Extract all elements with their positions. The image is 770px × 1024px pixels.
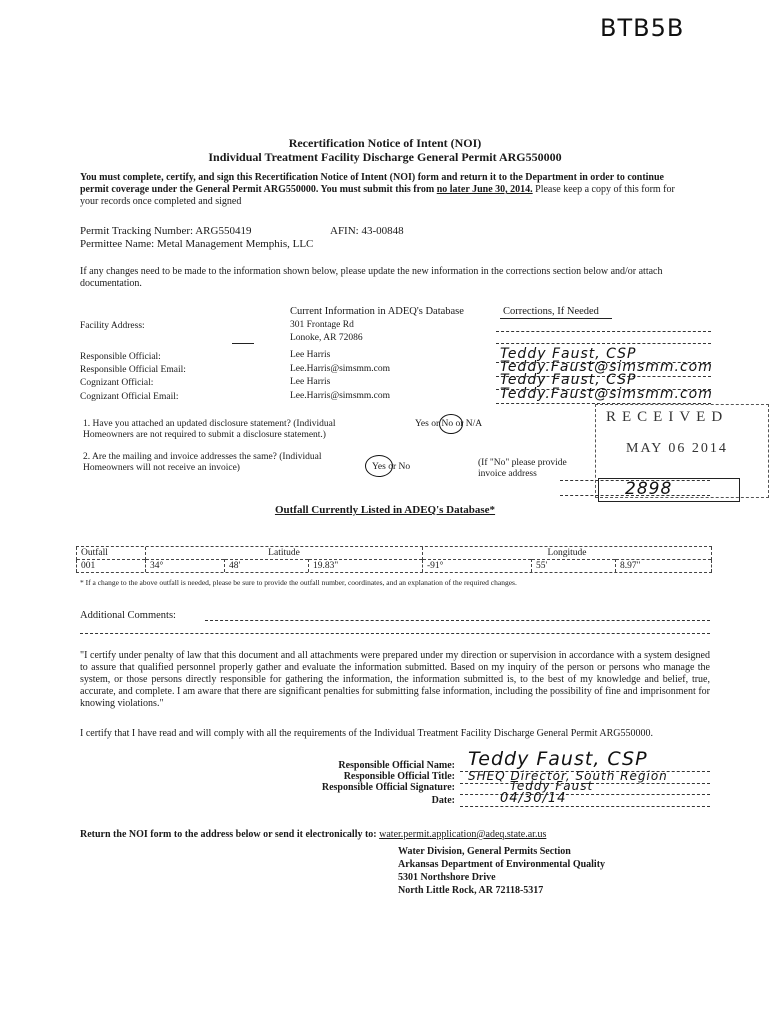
address-line-1: Water Division, General Permits Section [398, 846, 571, 857]
resp-email-label: Responsible Official Email: [80, 365, 186, 375]
outfall-footnote: * If a change to the above outfall is needed, please be sure to provide the outfall number, coordinates, and an explanation of the required changes. [80, 578, 517, 587]
question-1: 1. Have you attached an updated disclosure statement? (Individual Homeowners are not required to submit a disclosure statement.) [83, 419, 336, 440]
additional-comments-label: Additional Comments: [80, 610, 176, 621]
page-subtitle: Individual Treatment Facility Discharge General Permit ARG550000 [208, 150, 562, 164]
signature-value: Teddy Faust [510, 779, 594, 793]
additional-comments-line-2[interactable] [80, 633, 710, 634]
facility-line1: 301 Frontage Rd [290, 320, 354, 330]
header-outfall: Outfall [77, 547, 146, 560]
resp-label: Responsible Official: [80, 352, 161, 362]
header-latitude: Latitude [146, 547, 423, 560]
cog-email-value: Lee.Harris@simsmm.com [290, 391, 391, 401]
certification-statement: "I certify under penalty of law that this document and all attachments were prepared under my direction or supervision in accordance with a system designed to assure that qualified personnel properly gather and evaluate the information submitted. Based on my inquiry of the person or persons who manage the system, or those persons directly responsible for gathering the information, the information submitted is, to the best of my knowledge and belief, true, accurate, and complete. I am aware that there are significant penalties for submitting false information, including the possibility of fine and imprisonment for knowing violations." [80, 650, 710, 709]
question-2-note: (If "No" please provide invoice address [478, 458, 567, 479]
signature-label: Responsible Official Signature: [321, 782, 455, 793]
question-1-answer[interactable]: Yes or No or N/A [415, 419, 483, 429]
title-value: SHEQ Director, South Region [468, 769, 668, 783]
header-longitude: Longitude [423, 547, 712, 560]
cog-correction: Teddy Faust, CSP [500, 372, 637, 388]
resp-correction: Teddy Faust, CSP [500, 346, 637, 362]
lat-min: 48' [225, 560, 309, 573]
q1-circle-mark [439, 414, 463, 434]
stamp-number: 2898 [625, 479, 673, 499]
lat-deg: 34° [146, 560, 225, 573]
page-title: Recertification Notice of Intent (NOI) [288, 136, 482, 150]
stamp-number-box [598, 478, 740, 502]
intro-paragraph [80, 172, 695, 208]
date-label: Date: [431, 795, 455, 806]
cog-value: Lee Harris [290, 377, 331, 387]
intro-text-1: You must complete, certify, and sign this Recertification Notice of Intent (NOI) form and return it to the Department in order to continue permit coverage under the General Permit ARG550000. You must submit this from [80, 172, 664, 195]
outfall-number: 001 [77, 560, 146, 573]
deadline: no later June 30, 2014. [436, 184, 533, 195]
permit-tracking [80, 225, 251, 237]
afin-value: 43-00848 [361, 225, 404, 237]
facility-label: Facility Address: [80, 321, 145, 331]
facility-correction-line-2[interactable] [496, 343, 711, 344]
intro-text-2: Please keep a copy of this form for your records once completed and signed [80, 184, 675, 207]
outfall-table [76, 546, 712, 573]
name-value: Teddy Faust, CSP [468, 748, 648, 770]
permittee-value: Metal Management Memphis, LLC [156, 238, 314, 250]
corrections-underline [500, 318, 612, 319]
permittee [80, 238, 313, 250]
facility-line2: Lonoke, AR 72086 [290, 333, 363, 343]
outfall-data-row [77, 560, 712, 573]
signature-line[interactable] [460, 794, 710, 795]
return-instructions [80, 829, 546, 840]
corrections-header: Corrections, If Needed [503, 306, 599, 317]
permittee-label: Permittee Name: [80, 238, 155, 250]
question-2-answer[interactable]: Yes or No [372, 462, 411, 472]
changes-note: If any changes need to be made to the information shown below, please update the new information in the corrections section below and/or attach documentation. [80, 266, 663, 289]
address-line-4: North Little Rock, AR 72118-5317 [398, 885, 544, 896]
facility-correction-line-1[interactable] [496, 331, 711, 332]
title-label: Responsible Official Title: [343, 771, 455, 782]
additional-comments-line-1[interactable] [205, 620, 710, 621]
return-address [398, 845, 605, 897]
date-value: 04/30/14 [500, 791, 567, 806]
afin-label: AFIN: [330, 225, 359, 237]
long-sec: 8.97" [616, 560, 712, 573]
outfall-header-row [77, 547, 712, 560]
address-line-2: Arkansas Department of Environmental Quality [398, 859, 606, 870]
stamp-received: RECEIVED [606, 409, 729, 425]
tracking-label: Permit Tracking Number: [80, 225, 194, 237]
compliance-statement: I certify that I have read and will comply with all the requirements of the Individual Treatment Facility Discharge General Permit ARG550000. [80, 728, 654, 739]
q2-circle-mark [365, 455, 393, 477]
tracking-value: ARG550419 [195, 225, 252, 237]
resp-value: Lee Harris [290, 350, 331, 360]
resp-email-correction: Teddy.Faust@simsmm.com [500, 359, 713, 375]
name-label: Responsible Official Name: [338, 760, 455, 771]
cog-email-label: Cognizant Official Email: [80, 392, 179, 402]
return-text: Return the NOI form to the address below or send it electronically to: [80, 829, 377, 840]
return-email-link[interactable]: water.permit.application@adeq.state.ar.us [379, 829, 547, 840]
outfall-heading: Outfall Currently Listed in ADEQ's Database* [274, 504, 496, 516]
facility-dash [232, 343, 254, 344]
question-2: 2. Are the mailing and invoice addresses the same? (Individual Homeowners will not receive an invoice) [83, 452, 322, 473]
stamp-date: MAY 06 2014 [626, 441, 728, 456]
cog-label: Cognizant Official: [80, 378, 154, 388]
cog-email-correction: Teddy.Faust@simsmm.com [500, 386, 713, 402]
long-min: 55' [532, 560, 616, 573]
date-line[interactable] [460, 806, 710, 807]
address-line-3: 5301 Northshore Drive [398, 872, 496, 883]
document-code: BTB5B [600, 14, 685, 42]
lat-sec: 19.83" [309, 560, 423, 573]
afin [330, 225, 404, 237]
resp-email-value: Lee.Harris@simsmm.com [290, 364, 391, 374]
long-deg: -91° [423, 560, 532, 573]
current-info-header: Current Information in ADEQ's Database [290, 306, 464, 317]
